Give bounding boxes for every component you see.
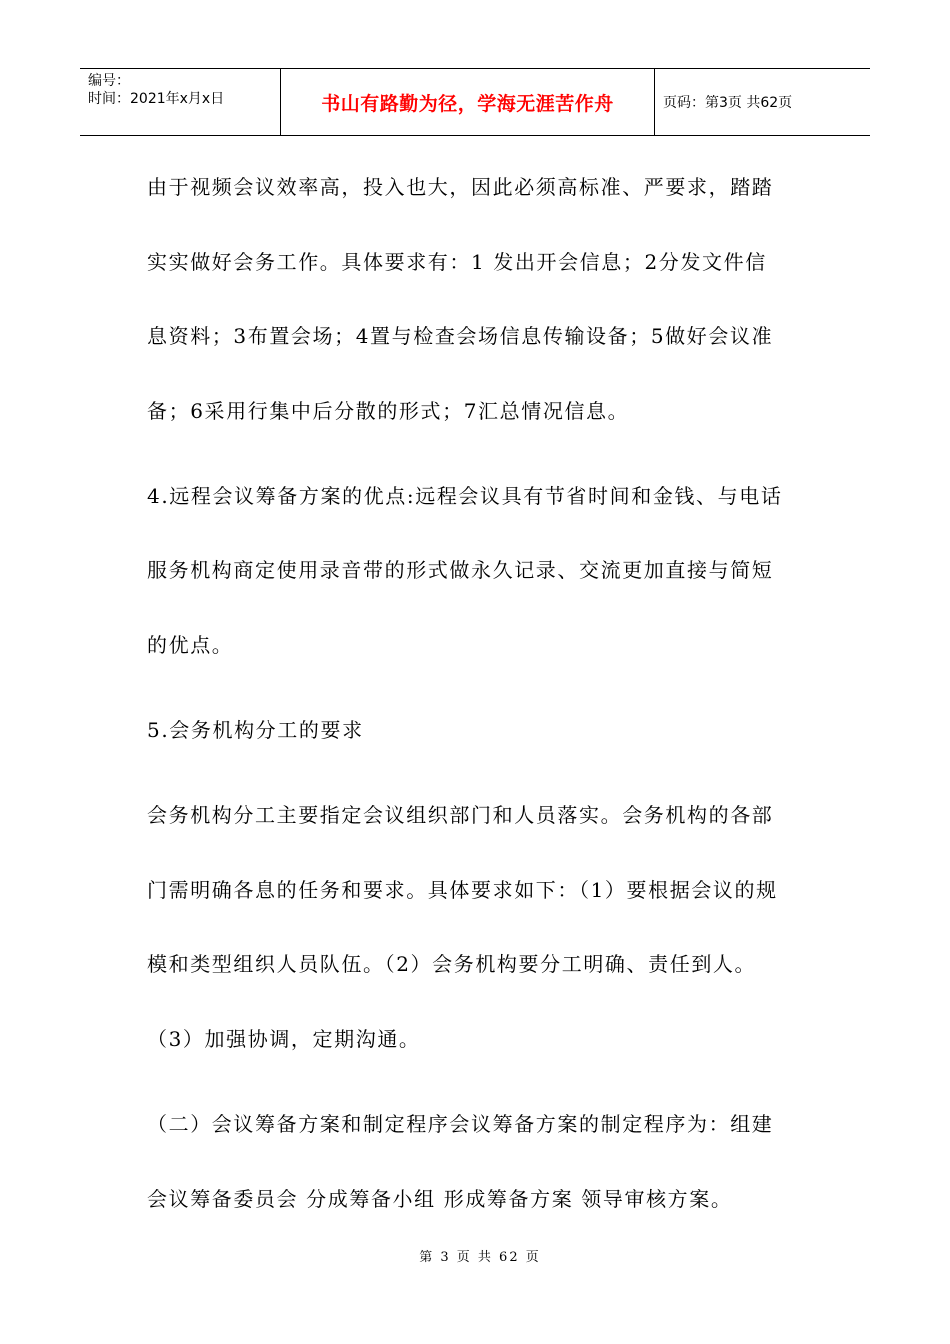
body-line: 实实做好会务工作。具体要求有：1 发出开会信息；2分发文件信 bbox=[147, 250, 767, 274]
body-line: （3）加强协调，定期沟通。 bbox=[147, 1027, 421, 1051]
body-line: （二）会议筹备方案和制定程序会议筹备方案的制定程序为：组建 bbox=[147, 1112, 774, 1136]
body-line: 由于视频会议效率高，投入也大，因此必须高标准、严要求，踏踏 bbox=[147, 175, 774, 199]
page-header bbox=[80, 68, 870, 136]
header-motto: 书山有路勤为径，学海无涯苦作舟 bbox=[281, 69, 655, 135]
body-line: 的优点。 bbox=[147, 633, 234, 657]
body-line: 备；6采用行集中后分散的形式；7汇总情况信息。 bbox=[147, 399, 630, 423]
serial-number-label: 编号： bbox=[88, 73, 130, 89]
body-line: 服务机构商定使用录音带的形式做永久记录、交流更加直接与简短 bbox=[147, 558, 774, 582]
section-heading: 5.会务机构分工的要求 bbox=[147, 718, 364, 742]
body-line: 4.远程会议筹备方案的优点:远程会议具有节省时间和金钱、与电话 bbox=[147, 484, 783, 508]
body-line: 模和类型组织人员队伍。（2）会务机构要分工明确、责任到人。 bbox=[147, 952, 757, 976]
date-label: 时间：2021年x月x日 bbox=[88, 91, 225, 107]
header-meta bbox=[80, 69, 281, 135]
body-line: 息资料；3布置会场；4置与检查会场信息传输设备；5做好会议准 bbox=[147, 324, 774, 348]
body-line: 门需明确各息的任务和要求。具体要求如下：（1）要根据会议的规 bbox=[147, 878, 778, 902]
body-line: 会议筹备委员会 分成筹备小组 形成筹备方案 领导审核方案。 bbox=[147, 1187, 733, 1211]
header-page-code: 页码：第3页 共62页 bbox=[663, 95, 793, 111]
page-footer: 第 3 页 共 62 页 bbox=[419, 1250, 541, 1265]
body-line: 会务机构分工主要指定会议组织部门和人员落实。会务机构的各部 bbox=[147, 803, 774, 827]
